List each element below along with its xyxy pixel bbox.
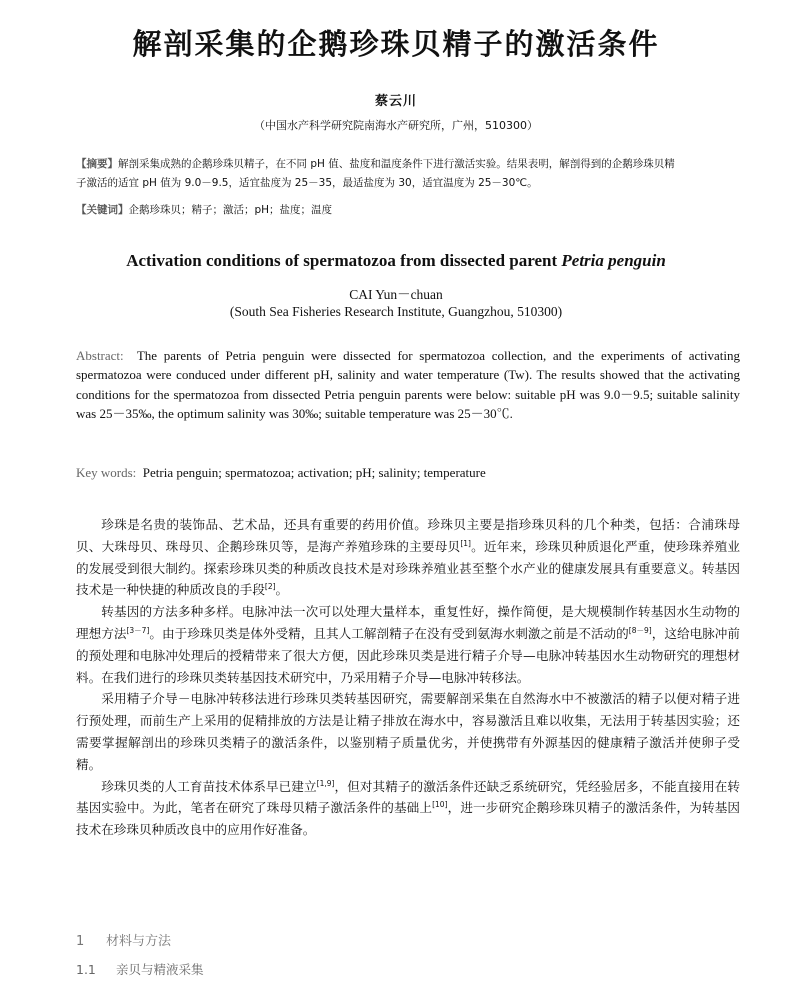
paragraph-3: 采用精子介导－电脉冲转移法进行珍珠贝类转基因研究，需要解剖采集在自然海水中不被激活的精子以便对精子进行预处理，而前生产上采用的促精排放的方法是让精子排放在海水中，容易激活且难以收集，无法用于转基因实验；还需要掌握解剖出的珍珠贝类精子的激活条件，以鉴别精子质量优劣，并使携带有外源基因的健康精子激活并使卵子受精。: [76, 691, 740, 772]
abstract-text-chinese-line2: 子激活的适宜 pH 值为 9.0－9.5，适宜盐度为 25－35，最适盐度为 30，适宜温度为 25－30℃。: [76, 177, 538, 189]
citation-8-9: [8－9]: [628, 625, 652, 635]
section-1-1-title: 亲贝与精液采集: [116, 962, 204, 977]
paragraph-4-text-c: ，进一步研究企鹅珍珠贝精子的激活条件，为转基因技术在珍珠贝种质改良中的应用作好准备。: [76, 800, 741, 838]
keywords-english: [76, 465, 740, 481]
title-english-species: Petria penguin: [561, 251, 666, 270]
paper-title-chinese: 解剖采集的企鹅珍珠贝精子的激活条件: [132, 27, 660, 61]
section-heading-1-1: [76, 960, 204, 978]
paragraph-2-text-a: 转基因的方法多种多样。电脉冲法一次可以处理大量样本，重复性好，操作简便，是大规模制作转基因水生动物的理想方法: [76, 604, 740, 641]
affiliation-chinese: （中国水产科学研究院南海水产研究所，广州，510300）: [254, 119, 538, 132]
paragraph-1-text-b: 。近年来，珍珠贝种质退化严重，使珍珠养殖业的发展受到很大制约。探索珍珠贝类的种质改良技术是对珍珠养殖业甚至整个水产业的健康发展具有重要意义。转基因技术是一种快捷的种质改良的手段: [76, 538, 741, 598]
citation-10: [10]: [432, 800, 448, 810]
author-name-chinese: 蔡云川: [374, 94, 417, 109]
section-1-number: 1: [76, 934, 85, 949]
body-text: [76, 514, 740, 841]
keywords-text-chinese: 企鹅珍珠贝；精子；激活；pH；盐度；温度: [128, 204, 333, 216]
keywords-chinese: [76, 201, 716, 220]
paper-title-english: [0, 251, 792, 271]
paragraph-2-text-c: ，这给电脉冲前的预处理和电脉冲处理后的授精带来了很大方便，因此珍珠贝类是进行精子介导—电脉冲转基因水生动物研究的理想材料。在我们进行的珍珠贝类转基因技术研究中，乃采用精子介导—电脉冲转移法。: [76, 625, 741, 685]
citation-2: [2]: [264, 582, 276, 592]
title-english-main: Activation conditions of spermatozoa from dissected parent: [126, 251, 562, 270]
citation-1: [1]: [460, 538, 471, 548]
abstract-chinese: [76, 155, 716, 193]
abstract-label-chinese: 【摘要】: [76, 158, 118, 170]
keywords-label-english: Key words:: [76, 465, 137, 480]
affiliation-english: (South Sea Fisheries Research Institute, Guangzhou, 510300): [229, 304, 563, 319]
keywords-label-chinese: 【关键词】: [76, 204, 129, 216]
paragraph-4-text-a: 珍珠贝类的人工育苗技术体系早已建立: [101, 778, 317, 794]
section-1-title: 材料与方法: [106, 934, 172, 949]
paragraph-2: [76, 601, 740, 688]
paragraph-1: [76, 514, 740, 601]
paragraph-4: [76, 776, 740, 841]
section-heading-1: [76, 930, 171, 949]
citation-1-9: [1,9]: [316, 778, 335, 788]
author-name-english: CAI Yun－chuan: [349, 287, 443, 302]
keywords-text-english: Petria penguin; spermatozoa; activation; pH; salinity; temperature: [142, 465, 486, 480]
paragraph-2-text-b: 。由于珍珠贝类是体外受精，且其人工解剖精子在没有受到氨海水刺激之前是不活动的: [149, 625, 629, 641]
paragraph-1-text-a: 珍珠是名贵的装饰品、艺术品，还具有重要的药用价值。珍珠贝主要是指珍珠贝科的几个种类，包括：合浦珠母贝、大珠母贝、珠母贝、企鹅珍珠贝等，是海产养殖珍珠的主要母贝: [76, 517, 740, 554]
citation-3-7: [3－7]: [126, 625, 150, 635]
abstract-text-english: The parents of Petria penguin were dissected for spermatozoa collection, and the experiments of activating spermatozoa were conduced under different pH, salinity and water temperature (Tw). The results showed that the activating conditions for the spermatozoa from dissected Petria penguin parents were below: suitable pH was 9.0－9.5; suitable salinity was 25－35‰, the optimum salinity was 30‰; suitable temperature was 25－30℃.: [76, 348, 740, 421]
paragraph-4-text-b: ，但对其精子的激活条件还缺乏系统研究，凭经验居多，不能直接用在转基因实验中。为此，笔者在研究了珠母贝精子激活条件的基础上: [76, 778, 741, 816]
abstract-text-chinese-line1: 解剖采集成熟的企鹅珍珠贝精子，在不同 pH 值、盐度和温度条件下进行激活实验。结果表明，解剖得到的企鹅珍珠贝精: [118, 158, 675, 170]
abstract-english: [76, 346, 740, 423]
paragraph-1-text-c: 。: [275, 582, 289, 598]
abstract-label-english: Abstract:: [76, 348, 124, 363]
section-1-1-number: 1.1: [76, 962, 96, 977]
